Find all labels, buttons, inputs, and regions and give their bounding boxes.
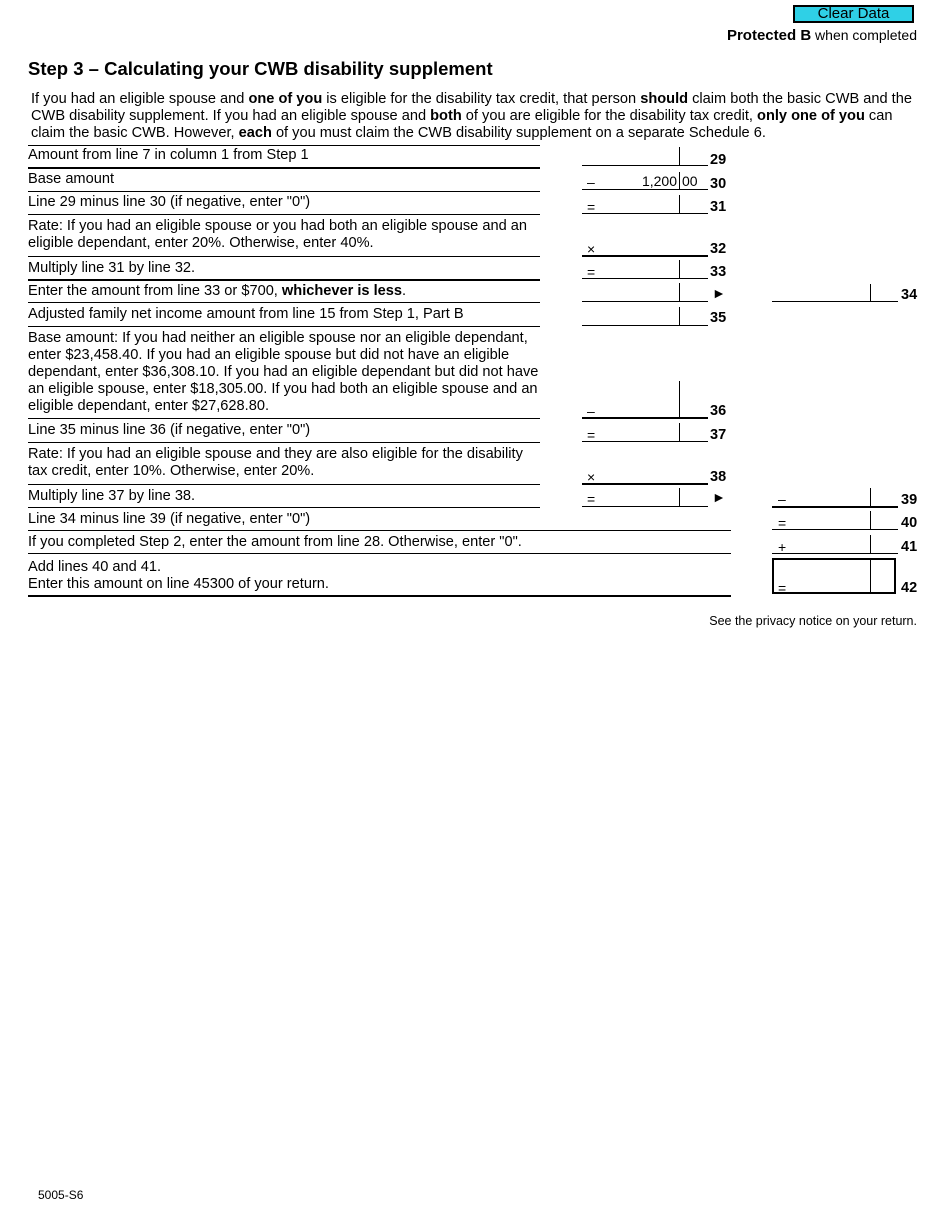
line-40-number: 40 [901,515,918,531]
line-37-input[interactable] [582,441,708,442]
line-38-number: 38 [710,469,727,485]
line-42-number: 42 [901,580,918,596]
row-divider [28,167,540,169]
line-36-number: 36 [710,403,727,419]
cents-separator [870,488,871,506]
row-divider [28,595,731,597]
line-31-operator: = [587,199,596,215]
row-divider [28,191,540,192]
row-divider [28,145,540,146]
line-34-number: 34 [901,287,918,303]
line-36-label: Base amount: If you had neither an eligible spouse nor an eligible dependant, enter $23,458.40. If you had an eligible spouse but did not have an eligible dependant, enter $36,308.10. If you had an eligible dependant but did not have an eligible spouse, enter $18,305.00. If you had both an eligible spouse and an eligible dependant, enter $27,628.80. [28,330,539,414]
cents-separator [870,559,871,594]
intro-text: of you are eligible for the disability tax credit, [461,108,758,124]
line-39-number: 39 [901,492,918,508]
line-34-input[interactable] [772,301,898,302]
line-32-label: Rate: If you had an eligible spouse or you had both an eligible spouse and an eligible dependant, enter 20%. Otherwise, enter 40%. [28,218,527,251]
cents-separator [870,511,871,529]
form-id: 5005-S6 [38,1188,84,1202]
row-divider [28,507,540,508]
line-34-bold: whichever is less [281,283,402,299]
row-divider [28,553,731,554]
line-30-operator: – [587,174,595,190]
line-41-input[interactable] [772,553,898,554]
line-42-text-2: Enter this amount on line 45300 of your return. [28,576,329,592]
line-39-operator: – [778,491,786,507]
row-divider [28,214,540,215]
line-35-input[interactable] [582,325,708,326]
line-33-label: Multiply line 31 by line 32. [28,260,196,276]
row-divider [28,279,540,281]
line-35-label: Adjusted family net income amount from line 15 from Step 1, Part B [28,306,464,322]
line-30-label: Base amount [28,171,114,187]
line-36-operator: – [587,403,595,419]
cents-separator [870,535,871,553]
line-39-left-operator: = [587,491,596,507]
line-39-input[interactable] [772,506,898,508]
line-31-number: 31 [710,199,727,215]
line-33-input[interactable] [582,278,708,279]
line-31-input[interactable] [582,213,708,214]
line-29-input[interactable] [582,165,708,166]
line-39-arrow-icon: ► [712,489,726,505]
line-40-operator: = [778,515,787,531]
cents-separator [679,283,680,301]
row-divider [28,484,540,485]
cents-separator [679,147,680,165]
intro-bold: should [640,91,689,107]
intro-text: is eligible for the disability tax credit, that person [322,91,641,107]
intro-bold: each [238,125,272,141]
line-32-number: 32 [710,241,727,257]
page-title: Step 3 – Calculating your CWB disability supplement [28,58,493,79]
line-35-number: 35 [710,310,727,326]
intro-text: claim both the basic CWB and the CWB disability supplement. If you had an eligible spouse and [31,91,912,124]
line-36-input[interactable] [582,417,708,419]
line-34-source-field [582,301,708,302]
line-42-text-1: Add lines 40 and 41. [28,559,162,575]
line-41-number: 41 [901,539,918,555]
line-37-label: Line 35 minus line 36 (if negative, enter "0") [28,422,311,438]
line-42-operator: = [778,580,787,596]
cents-separator [679,195,680,213]
line-37-operator: = [587,427,596,443]
line-31-label: Line 29 minus line 30 (if negative, enter "0") [28,194,311,210]
intro-paragraph [31,91,921,142]
line-34-arrow-icon: ► [712,285,726,301]
line-39-source-field [582,506,708,507]
clear-data-button[interactable]: Clear Data [793,5,914,23]
row-divider [28,530,731,531]
line-42-input[interactable] [772,558,896,594]
line-30-number: 30 [710,176,727,192]
line-34-label [28,283,406,300]
cents-separator [679,172,680,189]
line-41-label: If you completed Step 2, enter the amount from line 28. Otherwise, enter "0". [28,534,522,550]
cents-separator [679,260,680,278]
line-30-cents: 00 [682,173,698,189]
row-divider [28,256,540,257]
intro-text: can claim the basic CWB. However, [31,108,893,141]
row-divider [28,442,540,443]
line-37-number: 37 [710,427,727,443]
line-30-dollars: 1,200 [641,173,677,189]
line-29-number: 29 [710,152,727,168]
line-29-label: Amount from line 7 in column 1 from Step 1 [28,147,309,163]
cents-separator [679,381,680,417]
protected-b-bold: Protected B [726,27,812,44]
line-32-input[interactable] [582,255,708,257]
privacy-notice: See the privacy notice on your return. [709,614,917,628]
intro-text: If you had an eligible spouse and [31,91,249,107]
cents-separator [870,284,871,301]
line-38-label: Rate: If you had an eligible spouse and they are also eligible for the disability tax credit, enter 10%. Otherwise, enter 20%. [28,446,523,479]
protected-b-rest: when completed [811,27,917,43]
row-divider [28,326,540,327]
line-30-field [582,189,708,190]
intro-bold: both [430,108,462,124]
line-39-label: Multiply line 37 by line 38. [28,488,196,504]
cents-separator [679,423,680,441]
line-38-operator: × [587,469,596,485]
line-38-input[interactable] [582,483,708,485]
row-divider [28,302,540,303]
line-33-operator: = [587,264,596,280]
line-34-text: . [402,283,407,299]
protected-b-label [727,27,917,44]
intro-text: of you must claim the CWB disability supplement on a separate Schedule 6. [271,125,766,141]
cents-separator [679,307,680,325]
line-40-label: Line 34 minus line 39 (if negative, enter "0") [28,511,311,527]
row-divider [28,418,540,419]
line-34-text: Enter the amount from line 33 or $700, [28,283,282,299]
line-42-label [28,559,329,593]
intro-bold: one of you [248,91,323,107]
intro-bold: only one of you [757,108,865,124]
line-40-input[interactable] [772,529,898,530]
line-33-number: 33 [710,264,727,280]
line-32-operator: × [587,241,596,257]
cents-separator [679,488,680,506]
line-41-operator: + [778,539,787,555]
